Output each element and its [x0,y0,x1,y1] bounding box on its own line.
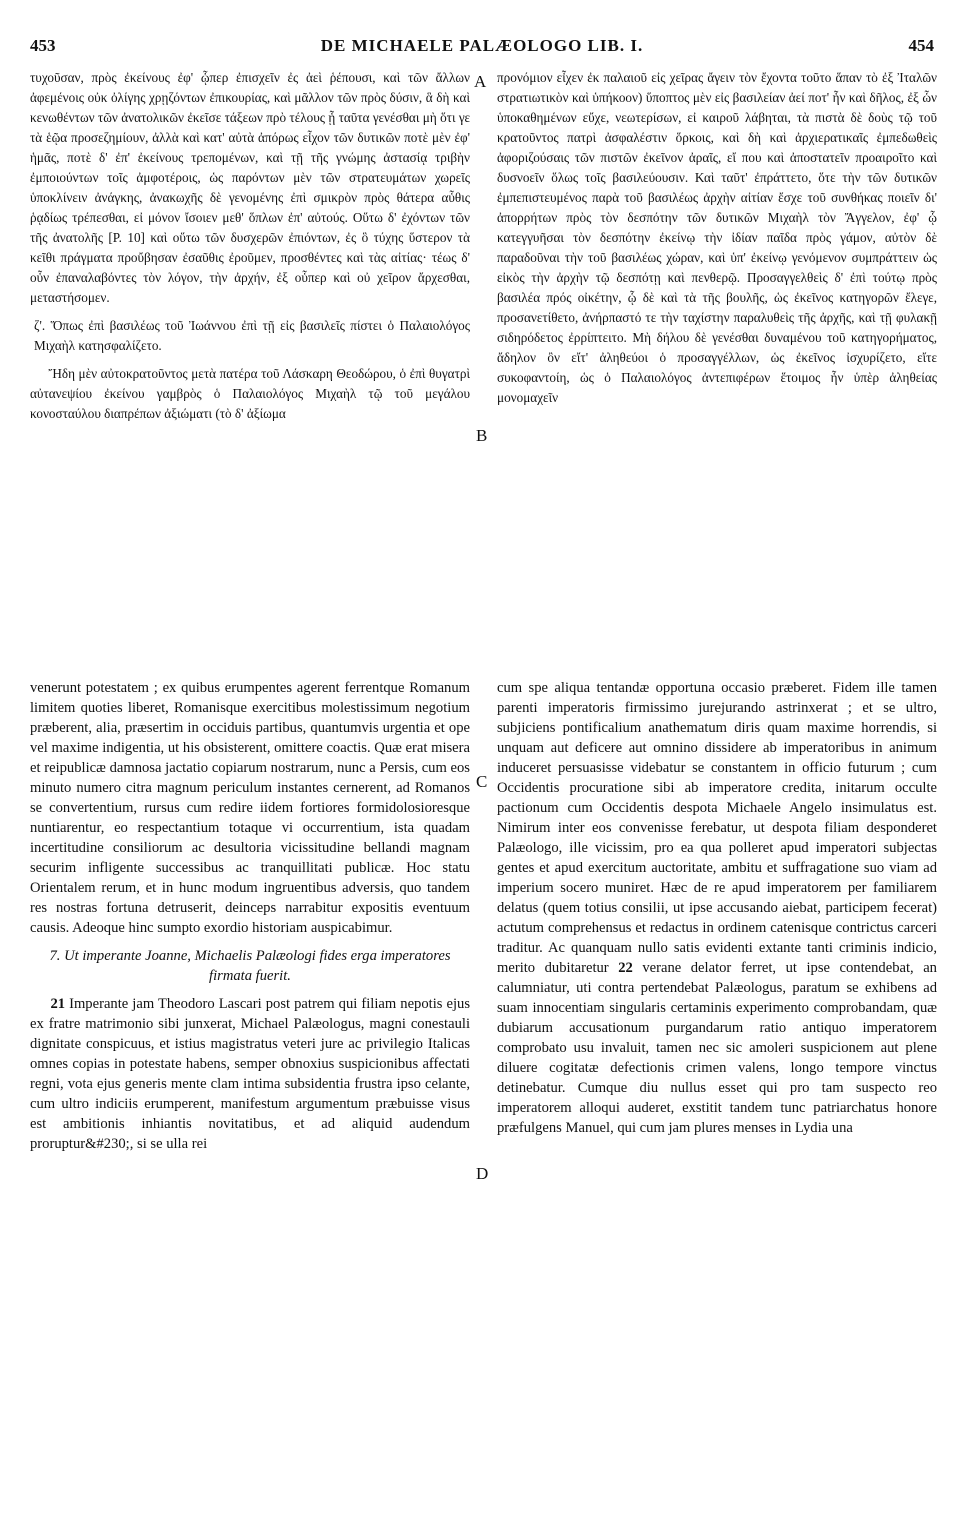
margin-letter-d: D [476,1164,489,1183]
latin-left-paragraph-1: venerunt potestatem ; ex quibus erumpentes agerent ferrentque Romanum limitem quoties liberet, Romanisque exercitibus molestissimum negotium præberent, alia, præsertim in occiduis partibus, quantumvis urgentia et ope vel maxime indigentia, ut his obsisterent, omittere coactis. Quæ erat misera et reipublicæ damnosa jactatio copiarum nostrarum, nunc a Persis, cum eos minuto numero citra magnum periculum instantes cernerent, ad Romanos se convertentium, rursus cum redire iidem fortiores formidolosioresque nuntiarentur, eo respectantium totaque vi occurrentium, ista quadam incertitudine consiliorum ac desultoria vicissitudine bellandi magnam securim infligente successibus ac tranquillitati publicæ. Hoc statu Orientalem rerum, et in hunc modum ingruentibus adversis, quo tandem res nostras fortuna detruserit, deinceps narrabitur expositis eventuum causis. Adeoque hinc sumpto exordio historiam auspicabimur. [30,680,470,936]
greek-chapter-heading: ζ'. Ὅπως ἐπὶ βασιλέως τοῦ Ἰωάννου ἐπὶ τῇ εἰς βασιλεῖς πίστει ὁ Παλαιολόγος Μιχαὴλ κατησφαλίζετο. [34,318,470,353]
running-header [30,36,934,58]
page-number-left: 453 [30,36,56,55]
greek-right-column [497,68,937,408]
greek-right-paragraph: προνόμιον εἶχεν ἐκ παλαιοῦ εἰς χεῖρας ἄγειν τὸν ἔχοντα τοῦτο ἅπαν τὸ ἐξ Ἰταλῶν στρατιωτικὸν καὶ ὑπήκοον) ὕποπτος μὲν εἰς βασιλείαν ἀεί ποτ' ἦν καὶ δῆλος, ἐξ ὧν ὑποκαθημένων εὔχε, νεωτερίσων, εἰ καιροῦ λάβηται, τὰ πιστὰ δὲ δοὺς τῷ τοῦ κρατοῦντος πατρὶ ἀσφαλέστιν ὅρκοις, καὶ δὴ καὶ ἀρχιερατικαῖς ἐμπεδωθεὶς ἀφοριζούσαις τῶν πιστῶν ἐκεῖνον ἀραῖς, εἴ που καὶ ἀποστατεῖν προαιροῖτο καὶ δυσνοεῖν ὅλως τοῖς βασιλεύουσιν. Καὶ ταῦτ' ἐπράττετο, ὅτε τὴν τῶν δυτικῶν ἐμπεπιστευμένος παρὰ τοῦ βασιλέως ἀρχὴν αἰτίαν ἔσχε τοῦ συνθήκας ποιεῖν δι' ἀπορρήτων πρὸς τὸν δεσπότην τῶν δυτικῶν Μιχαὴλ τὸν Ἄγγελον, ἐφ' ᾧ κατεγγυῆσαι τὸν δεσπότην ἐκείνῳ τὴν ἰδίαν παῖδα πρὸς γάμον, αὐτὸν δὲ παραδοῦναι τὴν τοῦ βασιλέως χώραν, καὶ ὑπ' ἐκείνῳ γενόμενον συμπράττειν ὡς εἰκὸς τὴν ἀρχὴν τῷ δεσπότῃ καὶ πενθερῷ. Προσαγγελθεὶς δ' ἐπὶ τούτῳ πρὸς βασιλέα πρός οἰκέτην, ᾧ δὲ καὶ τὰ τῆς βουλῆς, ὡς ἐκεῖνος κατηγορῶν ἔλεγε, προσανετίθετο, ἀνήρπαστό τε τὴν ταχίστην παραλυθεὶς τῆς ἀρχῆς, καὶ τῇ φυλακῇ σιδηρόδετος ἐρρίπτειτο. Μὴ δήλου δὲ γενέσθαι δυναμένου τοῦ κατηγορήματος, ἄδηλον ὂν εἴτ' ἀληθεύοι ὁ προσαγγέλλων, ὡς ἐκεῖνος ἰσχυρίζετο, εἴτε συκοφαντοίη, ὡς ὁ Παλαιολόγος ἀντεπιφέρων ἕτοιμος ἦν ὑπὲρ ἀληθείας μονομαχεῖν [497,70,937,405]
section-number-21: 21 [50,996,66,1012]
page-number-right: 454 [908,36,934,55]
latin-right-paragraph: cum spe aliqua tentandæ opportuna occasio præberet. Fidem ille tamen parenti imperatoris firmissimo jurejurando astrinxerat ; et se ultro, subjiciens pontificalium anathematum diris quam maxime horrendis, si unquam aut deficere aut omnino dissidere ab imperatoribus in animum induceret persuasisse videbatur se constantem in officio futurum ; cum Occidentis procuratione sibi ab imperatore credita, initarum occulte pactionum cum Occidentis despota Michaele Angelo insimulatus est. Nimirum inter eos convenisse ferebatur, ut despota filiam desponderet Palæologo, ille vicissim, pro ea qua polleret apud imperatori subjectas gentes et apud exercitum auctoritate, ambitu et suffragatione suo viam ad imperium socero muniret. Hæc de re apud imperatorem per familiarem delatus (quem totius consilii, ut ipse accusando aiebat, participem fecerat) actutum comprehensus et redactus in ordinem catenisque contrictus carceri traditur. Ac quanquam nullo satis evidenti extante tanti criminis indicio, merito dubitaretur [497,680,937,976]
margin-letter-b: B [476,426,488,445]
running-title: DE MICHAELE PALÆOLOGO LIB. I. [320,36,644,55]
greek-left-paragraph-2: Ἤδη μὲν αὐτοκρατοῦντος μετὰ πατέρα τοῦ Λάσκαρη Θεοδώρου, ὁ ἐπὶ θυγατρὶ αὐτανεψίου ἐκείνου γαμβρὸς ὁ Παλαιολόγος Μιχαὴλ τῷ τοῦ μεγάλου κονοσταύλου διαπρέπων ἀξιώματι (τὸ δ' ἀξίωμα [30,366,470,421]
latin-right-column [497,678,937,1138]
latin-chapter-heading: 7. Ut imperante Joanne, Michaelis Palæologi fides erga imperatores firmata fuerit. [49,948,451,984]
latin-right-paragraph-2: verane delator ferret, ut ipse contendebat, an calumniatur, uti contra pertendebat Palæologus, paratum se exhibens ad suam innocentiam singularis certaminis experimento comprobandam, quæ dubiarum accusationum purgandarum ratio antiquo imperatorem comprobato usu invaluit, tamen nec sic amoleri suspicionem aut plene diluere cogitatæ defectionis crimen valens, longo tempore vinctus detinebatur. Cumque diu nullus esset qui pro tam suspecto reo imperatorem alloqui auderet, exstitit tandem tunc patriarchatus honore præfulgens Manuel, qui cum jam plures menses in Lydia una [497,960,937,1136]
latin-left-column [30,678,470,1154]
latin-left-paragraph-2-wrapper [30,994,470,1154]
margin-letter-c: C [476,772,488,791]
greek-left-column [30,68,470,424]
section-number-22: 22 [618,960,633,976]
margin-letter-a: A [474,72,487,91]
greek-left-paragraph-1: τυχοῦσαν, πρὸς ἐκείνους ἐφ' ᾧπερ ἐπισχεῖν ἐς ἀεὶ ῥέπουσι, καὶ τῶν ἄλλων ἀφεμένοις οὐκ ὀλίγης χρῃζόντων ἐπικουρίας, καὶ μᾶλλον τῶν πρὸς δύσιν, ἃ δὴ καὶ κενωθέντων τῶν ἀνατολικῶν ἐκεῖσε τάξεων πρὸ τέλους ᾖ ταῦτα γενέσθαι μὴ ὅτι γε τὰ ἑῷα προσεζημίουν, ἀλλὰ καὶ κατ' αὐτὰ ἀπόρως εἶχον τῶν δυτικῶν ποτὲ μὲν ἐφ' ἡμᾶς, ποτὲ δ' ἐπ' ἐκείνους τρεπομένων, καὶ τῇ τῆς γνώμης ἀστασίᾳ τριβὴν ἐμποιούντων τοῖς ἀμφοτέροις, ὡς παρόντων μὲν τῶν στρατευμάτων χωρεῖς ὑποκλίνειν ἀνάγκης, ἀνακωχῆς δὲ γενομένης ἐπὶ σμικρὸν πρὸς θάτερα αὖθις ῥᾳδίως τρέπεσθαι, εἰ μόνον ἴσοιεν μεθ' ὅπλων ἐπ' αὐτούς. Οὕτω δ' ἐχόντων τῶν τῆς ἀνατολῆς [P. 10] καὶ οὕτω τῶν δυσχερῶν ἐπιόντων, ἐς ὃ τύχης ὕστερον τὰ κεῖθι πράγματα προὔβησαν ἐσαῦθις ἐροῦμεν, προσθέντες καὶ τὰς αἰτίας· τέως δ' οὖν ἐπαναλαβόντες τὸν λόγον, τὴν ἀρχήν, ἐξ οὗπερ καὶ οὐ χεῖρον ἄρχεσθαι, μεταστήσομεν. [30,70,470,305]
latin-left-paragraph-2: Imperante jam Theodoro Lascari post patrem qui filiam nepotis ejus ex fratre matrimonio sibi junxerat, Michael Palæologus, magni conestauli dignitate conspicuus, et istius magistratus veteri jure ac privilegio Italicas omnes copias in potestate habens, semper obnoxius suspicionibus affectati regni, vota ejus generis mente clam intima subsidentia frustra ipso celante, cum ultro indiciis erumperent, manifestum argumentum præbuisse visus est ambitionis inhiantis novitatibus, et ad aliquid audendum proruptur&#230;, si se ulla rei [30,996,471,1152]
latin-right-paragraph-wrapper [497,678,937,1138]
